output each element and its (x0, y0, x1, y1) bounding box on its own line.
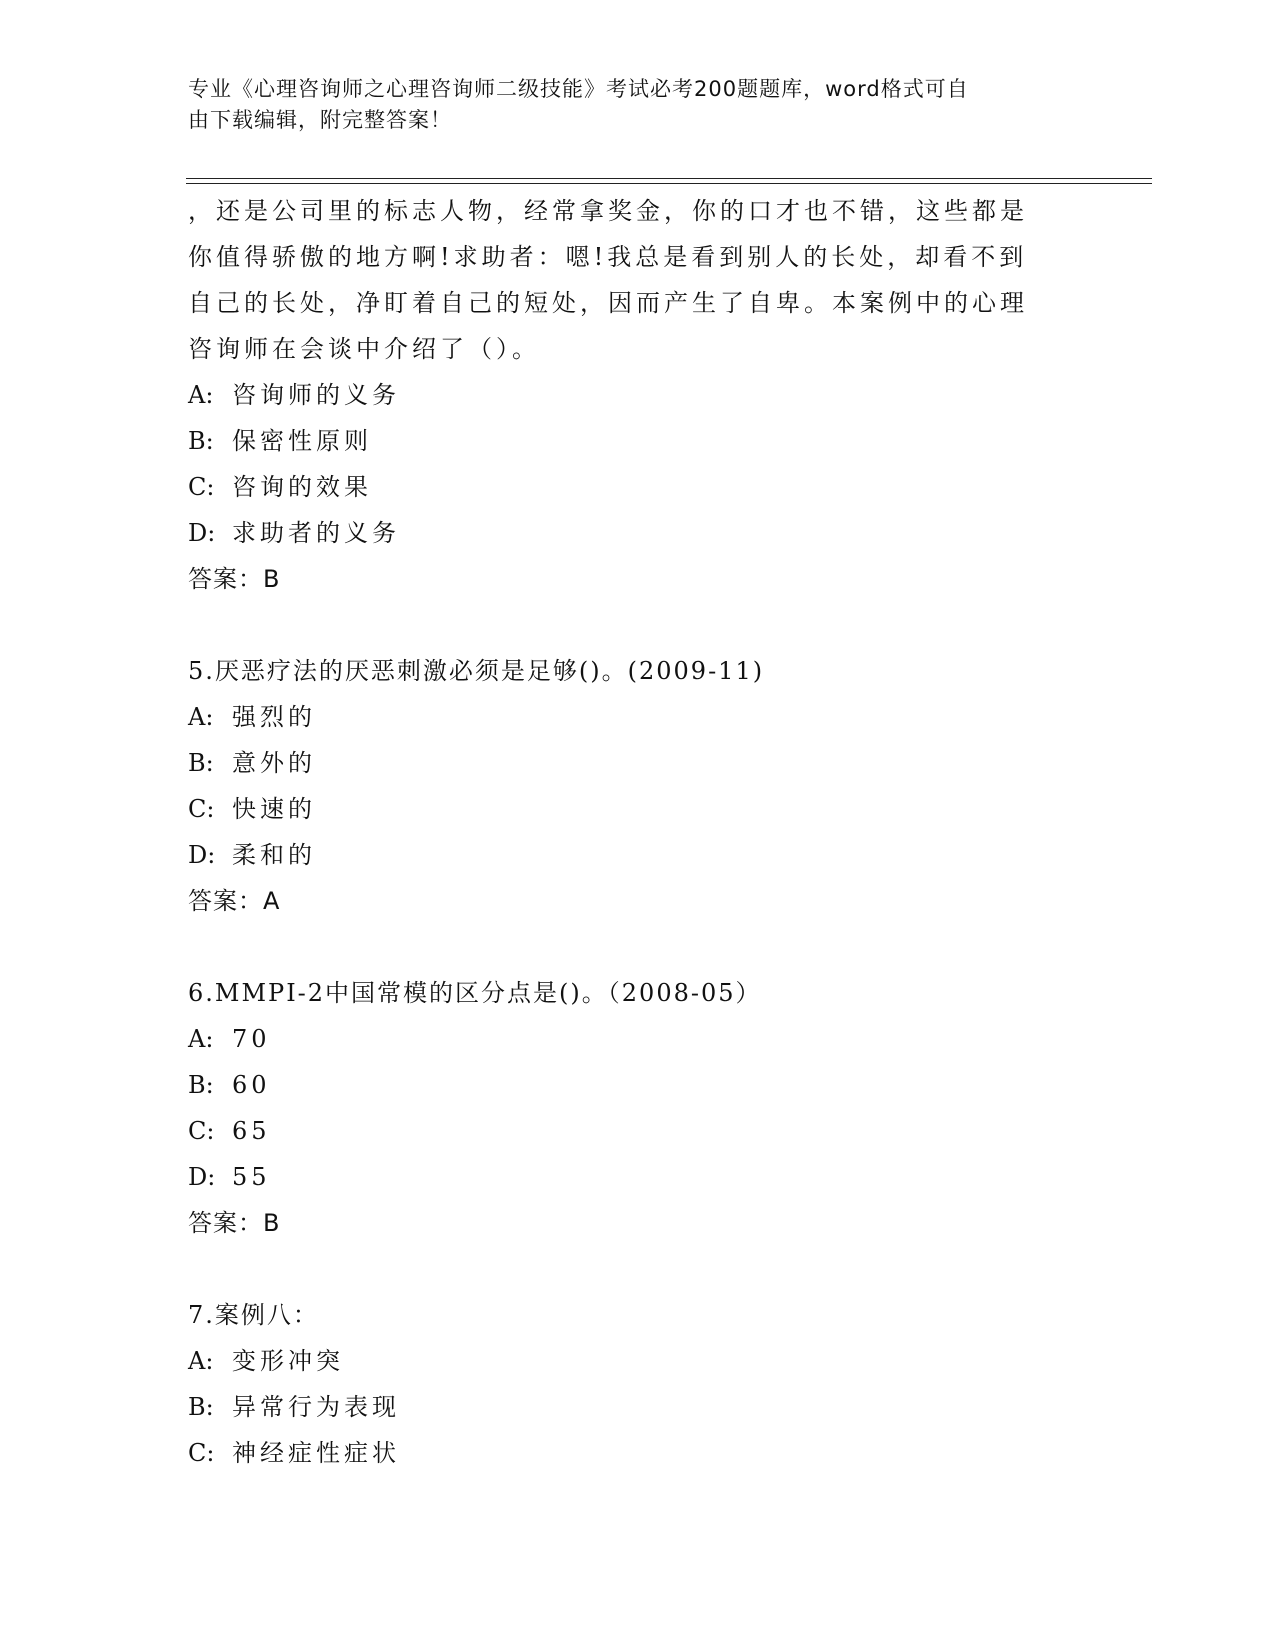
option-text: 咨询的效果 (232, 473, 372, 501)
answer-label: 答案：A (188, 887, 281, 915)
option-b (188, 1384, 1068, 1430)
question-text-line: 自己的长处，净盯着自己的短处，因而产生了自卑。本案例中的心理 (188, 289, 1028, 317)
question-title: 5.厌恶疗法的厌恶刺激必须是足够()。(2009-11) (188, 657, 765, 685)
question-5 (188, 648, 1068, 924)
option-key: A: (188, 381, 214, 409)
option-key: D: (188, 1163, 216, 1191)
option-text: 变形冲突 (232, 1347, 344, 1375)
option-d (188, 510, 1068, 556)
option-text: 柔和的 (232, 841, 316, 869)
question-7 (188, 1292, 1068, 1476)
option-text: 快速的 (232, 795, 316, 823)
option-key: D: (188, 519, 216, 547)
spacer (188, 924, 1068, 970)
question-text-line: ，还是公司里的标志人物，经常拿奖金，你的口才也不错，这些都是 (188, 197, 1028, 225)
option-text: 55 (232, 1163, 271, 1191)
option-a (188, 372, 1068, 418)
option-text: 异常行为表现 (232, 1393, 400, 1421)
option-key: C: (188, 795, 215, 823)
option-a (188, 694, 1068, 740)
option-b (188, 740, 1068, 786)
option-key: B: (188, 1071, 214, 1099)
question-title: 6.MMPI-2中国常模的区分点是()。（2008-05） (188, 979, 762, 1007)
option-key: A: (188, 1025, 214, 1053)
option-text: 保密性原则 (232, 427, 372, 455)
spacer (188, 602, 1068, 648)
option-b (188, 418, 1068, 464)
option-d (188, 1154, 1068, 1200)
option-key: D: (188, 841, 216, 869)
option-text: 70 (232, 1025, 271, 1053)
option-key: B: (188, 749, 214, 777)
question-text-line: 你值得骄傲的地方啊!求助者：嗯!我总是看到别人的长处，却看不到 (188, 243, 1028, 271)
question-title: 7.案例八： (188, 1301, 319, 1329)
question-4 (188, 188, 1068, 602)
option-key: A: (188, 1347, 214, 1375)
option-key: B: (188, 1393, 214, 1421)
answer-label: 答案：B (188, 1209, 281, 1237)
option-c (188, 464, 1068, 510)
answer-label: 答案：B (188, 565, 281, 593)
option-text: 强烈的 (232, 703, 316, 731)
page-header (188, 74, 1068, 136)
option-key: C: (188, 1439, 215, 1467)
option-a (188, 1338, 1068, 1384)
option-a (188, 1016, 1068, 1062)
option-text: 60 (232, 1071, 271, 1099)
option-c (188, 1108, 1068, 1154)
header-line-2: 由下载编辑，附完整答案！ (188, 108, 452, 132)
header-divider-bottom (186, 183, 1152, 184)
option-text: 意外的 (232, 749, 316, 777)
spacer (188, 1246, 1068, 1292)
option-key: C: (188, 473, 215, 501)
question-6 (188, 970, 1068, 1246)
question-text-line: 咨询师在会谈中介绍了（）。 (188, 335, 540, 363)
option-text: 咨询师的义务 (232, 381, 400, 409)
option-text: 65 (232, 1117, 271, 1145)
option-c (188, 786, 1068, 832)
header-divider-top (186, 178, 1152, 179)
option-text: 神经症性症状 (232, 1439, 400, 1467)
option-c (188, 1430, 1068, 1476)
option-d (188, 832, 1068, 878)
option-text: 求助者的义务 (232, 519, 400, 547)
option-key: C: (188, 1117, 215, 1145)
option-key: B: (188, 427, 214, 455)
option-key: A: (188, 703, 214, 731)
header-line-1: 专业《心理咨询师之心理咨询师二级技能》考试必考200题题库，word格式可自 (188, 77, 969, 101)
option-b (188, 1062, 1068, 1108)
question-content (188, 188, 1068, 1476)
